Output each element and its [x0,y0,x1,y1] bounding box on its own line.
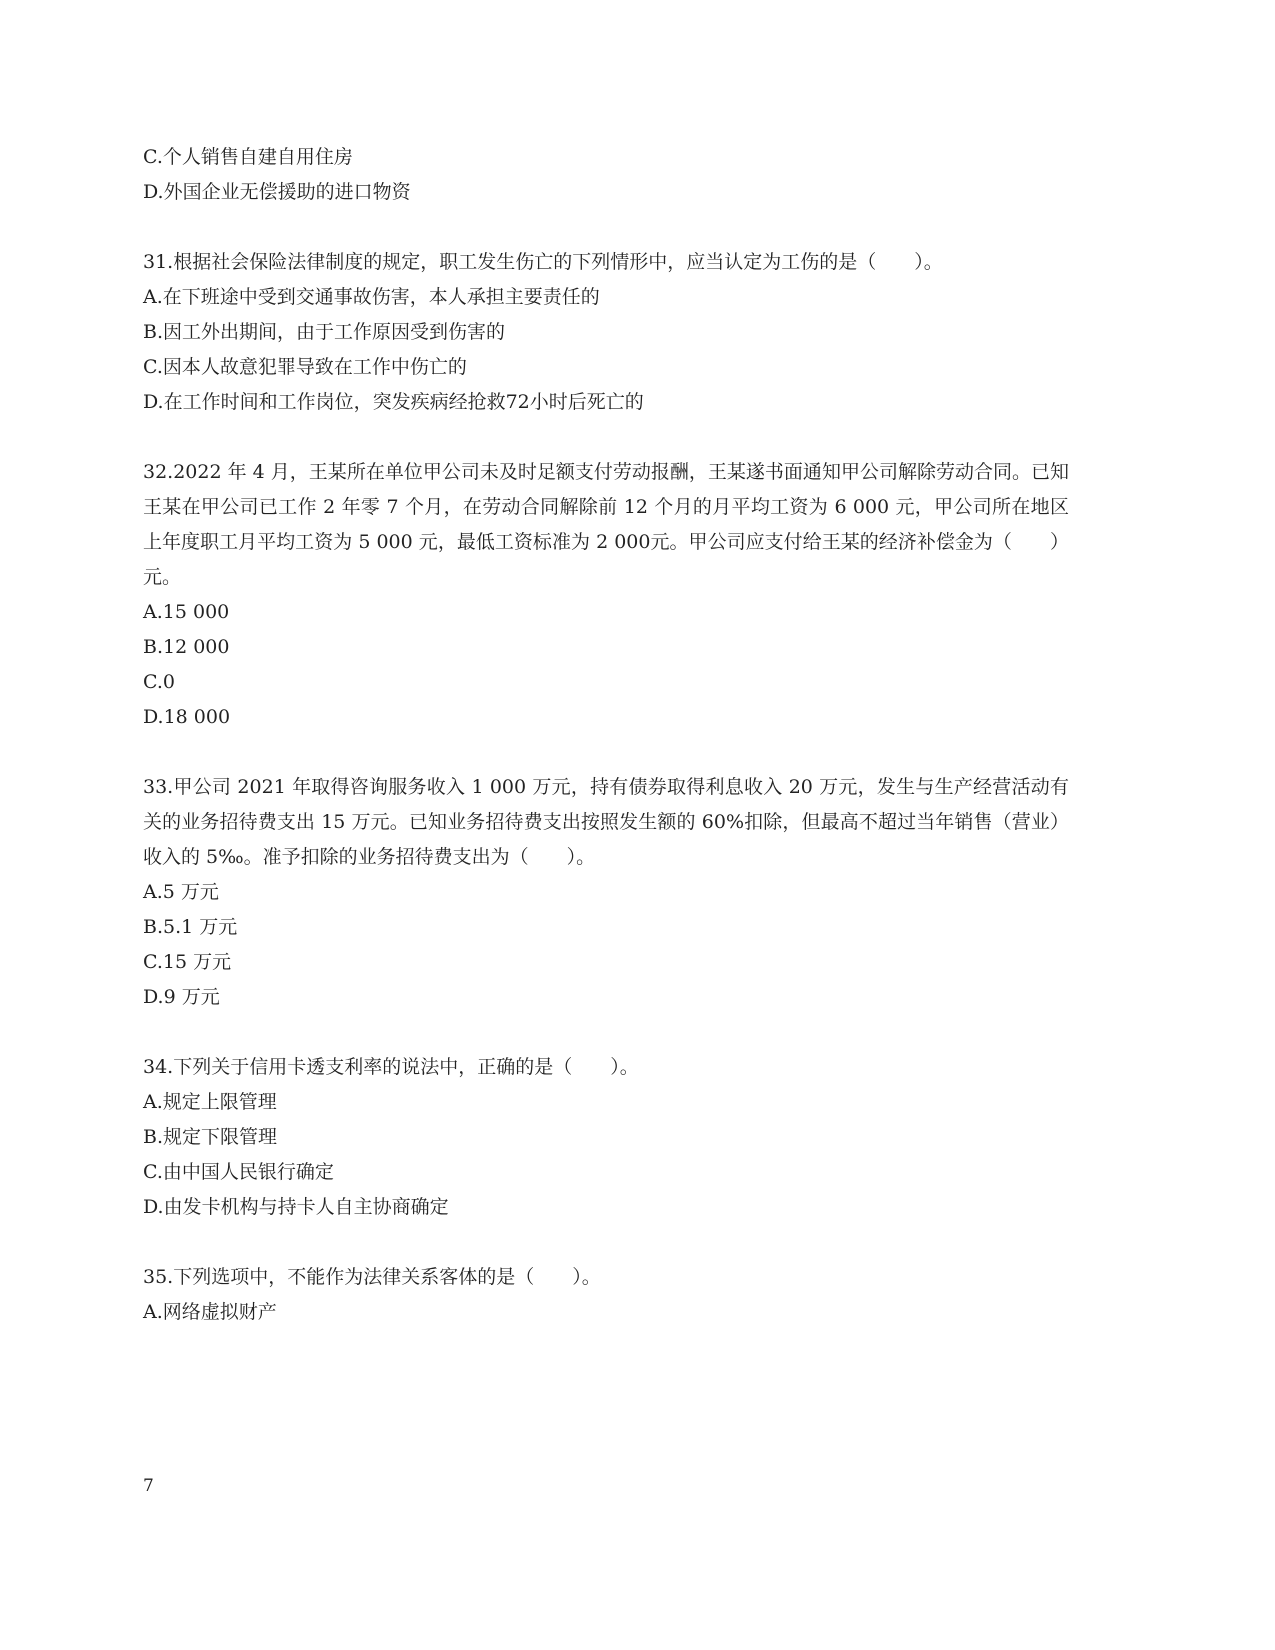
option: A.5 万元 [143,881,219,903]
option: A.规定上限管理 [143,1091,277,1113]
option: B.12 000 [143,636,230,658]
question-32 [143,455,1069,735]
option: C.因本人故意犯罪导致在工作中伤亡的 [143,356,467,378]
option: B.因工外出期间，由于工作原因受到伤害的 [143,321,506,343]
option: D.外国企业无偿援助的进口物资 [143,181,411,203]
question-stem: 31.根据社会保险法律制度的规定，职工发生伤亡的下列情形中，应当认定为工伤的是（ ）。 [143,251,943,273]
page-number: 7 [143,1476,154,1496]
question-stem: 32.2022 年 4 月，王某所在单位甲公司未及时足额支付劳动报酬，王某遂书面通知甲公司解除劳动合同。已知王某在甲公司已工作 2 年零 7 个月，在劳动合同解除前 12 个月的月平均工资为 6 000 元，甲公司所在地区上年度职工月平均工资为 5 000 元，最低工资标准为 2 000元。甲公司应支付给王某的经济补偿金为（ ）元。 [143,461,1069,588]
option: C.0 [143,671,175,693]
question-34 [143,1050,1069,1225]
document-body [143,140,1069,1330]
question-35 [143,1260,1069,1330]
option: D.在工作时间和工作岗位，突发疾病经抢救72小时后死亡的 [143,391,644,413]
option: B.规定下限管理 [143,1126,278,1148]
question-33 [143,770,1069,1015]
question-31 [143,245,1069,420]
option: C.由中国人民银行确定 [143,1161,334,1183]
question-stem: 35.下列选项中，不能作为法律关系客体的是（ ）。 [143,1266,601,1288]
option: D.9 万元 [143,986,220,1008]
option: B.5.1 万元 [143,916,238,938]
option: A.在下班途中受到交通事故伤害，本人承担主要责任的 [143,286,600,308]
option: C.个人销售自建自用住房 [143,146,353,168]
option: D.由发卡机构与持卡人自主协商确定 [143,1196,449,1218]
option: C.15 万元 [143,951,232,973]
question-stem: 33.甲公司 2021 年取得咨询服务收入 1 000 万元，持有债券取得利息收入 20 万元，发生与生产经营活动有关的业务招待费支出 15 万元。已知业务招待费支出按照发生额的 60%扣除，但最高不超过当年销售（营业）收入的 5‰。准予扣除的业务招待费支出为（ ）。 [143,776,1069,868]
question-stem: 34.下列关于信用卡透支利率的说法中，正确的是（ ）。 [143,1056,639,1078]
option: A.网络虚拟财产 [143,1301,277,1323]
option: A.15 000 [143,601,230,623]
option: D.18 000 [143,706,231,728]
